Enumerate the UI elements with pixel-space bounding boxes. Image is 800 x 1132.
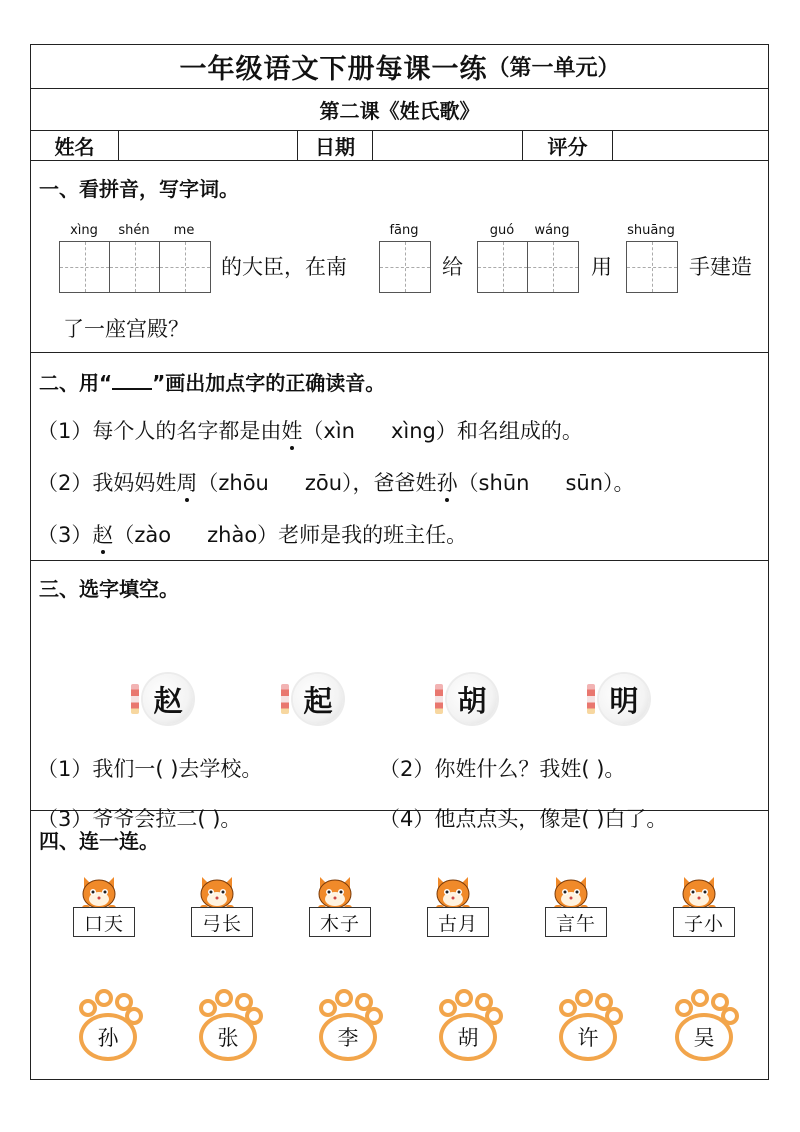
pinyin-option[interactable]: xìng）和名组成的。 bbox=[390, 419, 583, 443]
question-text: （1）每个人的名字都是由 bbox=[37, 419, 282, 443]
paw-icon[interactable] bbox=[315, 989, 381, 1065]
sentence-text: 手建造 bbox=[689, 255, 752, 279]
writing-box[interactable] bbox=[478, 242, 528, 292]
writing-box[interactable] bbox=[110, 242, 160, 292]
pencil-icon bbox=[587, 684, 595, 714]
writing-box[interactable] bbox=[528, 242, 578, 292]
name-field[interactable] bbox=[119, 131, 298, 160]
fill-question-1[interactable]: （1）我们一( )去学校。 bbox=[37, 757, 263, 781]
writing-grid-guowang[interactable] bbox=[477, 241, 579, 293]
page-title: 一年级语文下册每课一练 bbox=[179, 54, 488, 85]
match-card[interactable]: 口天 bbox=[73, 907, 135, 937]
pinyin-option[interactable]: （xìn bbox=[302, 419, 355, 443]
section-matching bbox=[31, 811, 768, 1081]
section3-title: 三、选字填空。 bbox=[39, 577, 179, 601]
pinyin-option[interactable]: sūn）。 bbox=[565, 471, 635, 495]
match-card[interactable]: 木子 bbox=[309, 907, 371, 937]
dotted-char: 赵 bbox=[92, 519, 113, 549]
paw-char: 孙 bbox=[79, 1013, 137, 1061]
writing-grid-xingshenme[interactable] bbox=[59, 241, 211, 293]
section-pinyin bbox=[31, 161, 768, 353]
pinyin-label: shuāng bbox=[627, 223, 675, 238]
paw-icon[interactable] bbox=[671, 989, 737, 1065]
char-option: 起 bbox=[293, 674, 343, 724]
section-pronunciation bbox=[31, 353, 768, 561]
sentence-text: 给 bbox=[442, 255, 463, 279]
pencil-icon bbox=[435, 684, 443, 714]
match-card[interactable]: 言午 bbox=[545, 907, 607, 937]
pinyin-label: shén bbox=[118, 223, 150, 238]
pencil-icon bbox=[281, 684, 289, 714]
fill-question-4[interactable]: （4）他点点头，像是( )白了。 bbox=[379, 807, 668, 831]
pinyin-option[interactable]: （shūn bbox=[457, 471, 530, 495]
name-label: 姓名 bbox=[31, 131, 119, 160]
char-option: 明 bbox=[599, 674, 649, 724]
char-option: 胡 bbox=[447, 674, 497, 724]
writing-box[interactable] bbox=[380, 242, 430, 292]
match-card[interactable]: 子小 bbox=[673, 907, 735, 937]
pinyin-label: me bbox=[173, 223, 195, 238]
paw-char: 胡 bbox=[439, 1013, 497, 1061]
dotted-char: 姓 bbox=[281, 415, 302, 445]
paw-icon[interactable] bbox=[75, 989, 141, 1065]
fill-question-3[interactable]: （3）爷爷会拉二( )。 bbox=[37, 807, 242, 831]
sentence-text: 了一座宫殿？ bbox=[63, 317, 189, 341]
pinyin-option[interactable]: zhào）老师是我的班主任。 bbox=[207, 523, 468, 547]
unit-label: （第一单元） bbox=[487, 56, 620, 81]
date-field[interactable] bbox=[373, 131, 523, 160]
paw-icon[interactable] bbox=[195, 989, 261, 1065]
date-label: 日期 bbox=[298, 131, 373, 160]
char-option: 赵 bbox=[143, 674, 193, 724]
fill-question-2[interactable]: （2）你姓什么？我姓( )。 bbox=[379, 757, 626, 781]
pinyin-option[interactable]: zōu），爸爸姓 bbox=[304, 471, 437, 495]
lesson-title: 第二课《姓氏歌》 bbox=[319, 99, 480, 123]
paw-icon[interactable] bbox=[555, 989, 621, 1065]
underline-sample bbox=[112, 374, 152, 390]
question-2 bbox=[37, 467, 635, 497]
question-text: （3） bbox=[37, 523, 93, 547]
sentence-text: 的大臣，在南 bbox=[221, 255, 347, 279]
match-card[interactable]: 古月 bbox=[427, 907, 489, 937]
section2-title-part: 二、用“ bbox=[39, 371, 113, 395]
pinyin-label: fāng bbox=[389, 223, 419, 238]
section-fill-in bbox=[31, 561, 768, 831]
info-row bbox=[31, 131, 768, 161]
section2-title-part: ”画出加点字的正确读音。 bbox=[152, 371, 386, 395]
pinyin-label: guó bbox=[489, 223, 515, 238]
section4-title: 四、连一连。 bbox=[39, 829, 159, 853]
title-row bbox=[31, 45, 768, 89]
paw-char: 吴 bbox=[675, 1013, 733, 1061]
section1-title: 一、看拼音，写字词。 bbox=[39, 177, 239, 201]
dotted-char: 周 bbox=[176, 467, 197, 497]
writing-box[interactable] bbox=[160, 242, 210, 292]
question-3 bbox=[37, 519, 467, 549]
paw-char: 许 bbox=[559, 1013, 617, 1061]
lesson-row bbox=[31, 89, 768, 131]
paw-char: 张 bbox=[199, 1013, 257, 1061]
pinyin-option[interactable]: （zhōu bbox=[197, 471, 269, 495]
pinyin-label: wáng bbox=[534, 223, 570, 238]
pinyin-option[interactable]: （zào bbox=[113, 523, 172, 547]
pencil-icon bbox=[131, 684, 139, 714]
paw-char: 李 bbox=[319, 1013, 377, 1061]
writing-grid-fang[interactable] bbox=[379, 241, 431, 293]
question-1 bbox=[37, 415, 583, 445]
section2-title bbox=[39, 367, 385, 396]
dotted-char: 孙 bbox=[437, 467, 458, 497]
question-text: （2）我妈妈姓 bbox=[37, 471, 177, 495]
worksheet bbox=[30, 44, 769, 1080]
writing-box[interactable] bbox=[60, 242, 110, 292]
writing-box[interactable] bbox=[627, 242, 677, 292]
match-card[interactable]: 弓长 bbox=[191, 907, 253, 937]
score-label: 评分 bbox=[523, 131, 613, 160]
writing-grid-shuang[interactable] bbox=[626, 241, 678, 293]
sentence-text: 用 bbox=[591, 255, 612, 279]
score-field[interactable] bbox=[613, 131, 768, 160]
paw-icon[interactable] bbox=[435, 989, 501, 1065]
pinyin-label: xìng bbox=[70, 223, 98, 238]
